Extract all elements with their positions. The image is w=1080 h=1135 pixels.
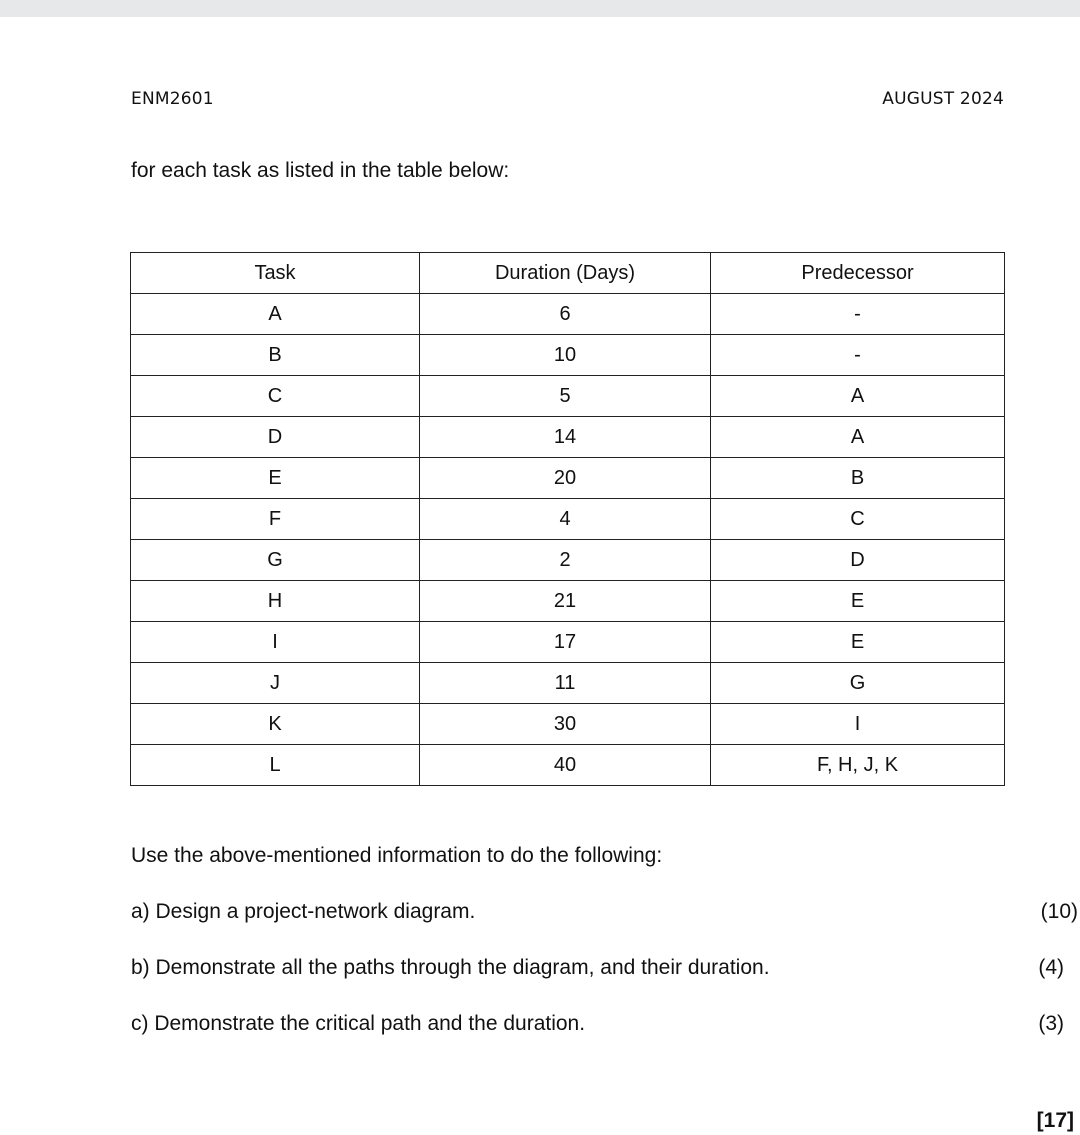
predecessor-cell: D: [711, 540, 1005, 581]
task-cell: D: [131, 417, 420, 458]
table-row: [131, 581, 1005, 622]
question-c: c) Demonstrate the critical path and the duration.: [131, 1012, 586, 1035]
duration-cell: 6: [420, 294, 711, 335]
duration-cell: 14: [420, 417, 711, 458]
duration-cell: 17: [420, 622, 711, 663]
duration-cell: 40: [420, 745, 711, 786]
table-row: [131, 294, 1005, 335]
table-row: [131, 622, 1005, 663]
predecessor-cell: G: [711, 663, 1005, 704]
task-cell: E: [131, 458, 420, 499]
task-cell: F: [131, 499, 420, 540]
header-duration: Duration (Days): [420, 253, 711, 294]
table-row: [131, 458, 1005, 499]
duration-cell: 30: [420, 704, 711, 745]
task-cell: A: [131, 294, 420, 335]
predecessor-cell: -: [711, 294, 1005, 335]
exam-date: AUGUST 2024: [882, 89, 1004, 109]
marks-c: (3): [1038, 1012, 1064, 1035]
predecessor-cell: E: [711, 581, 1005, 622]
task-cell: K: [131, 704, 420, 745]
duration-cell: 20: [420, 458, 711, 499]
marks-a: (10): [1040, 900, 1078, 923]
table-row: [131, 417, 1005, 458]
predecessor-cell: -: [711, 335, 1005, 376]
task-cell: C: [131, 376, 420, 417]
duration-cell: 4: [420, 499, 711, 540]
predecessor-cell: E: [711, 622, 1005, 663]
table-row: [131, 540, 1005, 581]
table-row: [131, 335, 1005, 376]
table-row: [131, 663, 1005, 704]
task-cell: I: [131, 622, 420, 663]
question-b: b) Demonstrate all the paths through the diagram, and their duration.: [131, 956, 770, 979]
duration-cell: 11: [420, 663, 711, 704]
task-cell: B: [131, 335, 420, 376]
total-marks: [17]: [1036, 1109, 1074, 1132]
predecessor-cell: F, H, J, K: [711, 745, 1005, 786]
task-cell: H: [131, 581, 420, 622]
predecessor-cell: B: [711, 458, 1005, 499]
task-cell: J: [131, 663, 420, 704]
course-code: ENM2601: [131, 89, 214, 109]
marks-b: (4): [1038, 956, 1064, 979]
predecessor-cell: A: [711, 376, 1005, 417]
question-a: a) Design a project-network diagram.: [131, 900, 476, 923]
task-cell: L: [131, 745, 420, 786]
header-task: Task: [131, 253, 420, 294]
task-cell: G: [131, 540, 420, 581]
predecessor-cell: I: [711, 704, 1005, 745]
table-row: [131, 376, 1005, 417]
table-row: [131, 704, 1005, 745]
task-table: [130, 252, 1005, 786]
predecessor-cell: A: [711, 417, 1005, 458]
duration-cell: 5: [420, 376, 711, 417]
instructions-text: Use the above-mentioned information to do the following:: [131, 844, 663, 867]
duration-cell: 10: [420, 335, 711, 376]
top-bar: [0, 0, 1080, 17]
table-header-row: [131, 253, 1005, 294]
intro-text: for each task as listed in the table below:: [131, 159, 510, 182]
duration-cell: 2: [420, 540, 711, 581]
table-row: [131, 745, 1005, 786]
duration-cell: 21: [420, 581, 711, 622]
predecessor-cell: C: [711, 499, 1005, 540]
table-row: [131, 499, 1005, 540]
header-predecessor: Predecessor: [711, 253, 1005, 294]
